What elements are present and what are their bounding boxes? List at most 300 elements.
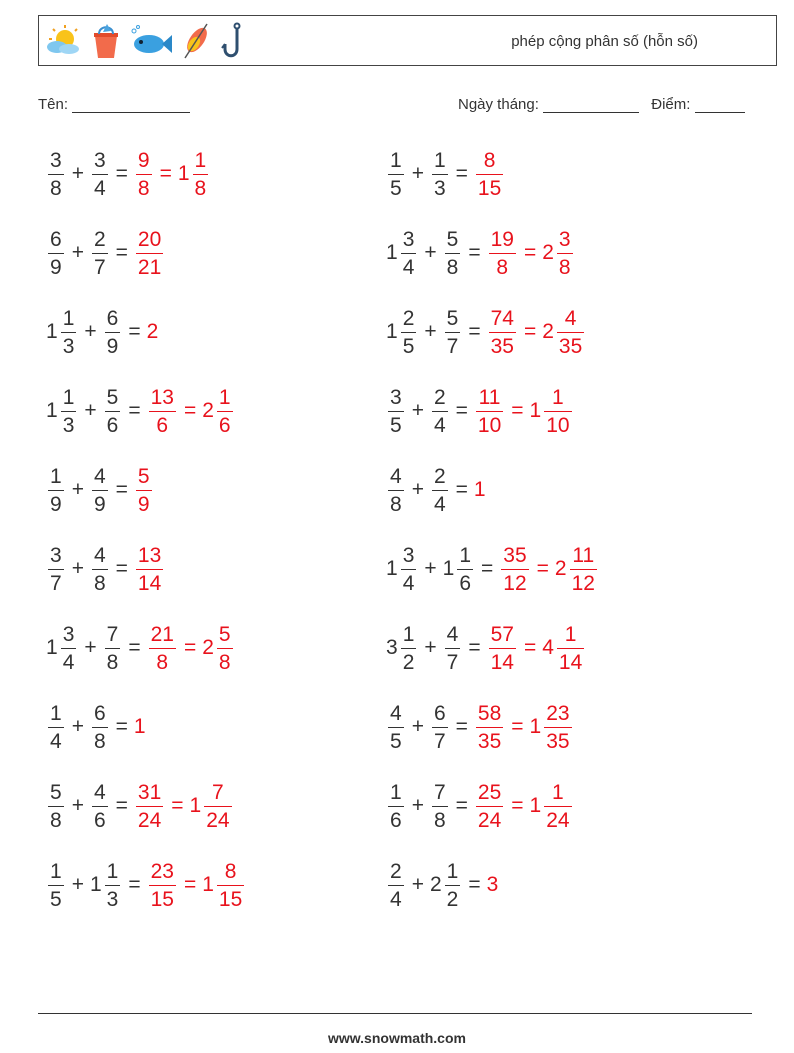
- plus-sign: +: [84, 320, 97, 343]
- worksheet-title: phép cộng phân số (hỗn số): [511, 33, 698, 50]
- equals-sign: =: [455, 162, 468, 185]
- denominator: 8: [557, 253, 573, 278]
- answer: [474, 150, 505, 199]
- denominator: 35: [476, 727, 503, 752]
- numerator: 35: [503, 543, 527, 567]
- fraction: [48, 703, 64, 752]
- denominator: 8: [193, 174, 209, 199]
- numerator: 4: [564, 306, 577, 330]
- equals-sign: =: [468, 320, 481, 343]
- numerator: 1: [402, 622, 415, 646]
- equals-sign: =: [511, 399, 524, 422]
- numerator: 13: [137, 543, 162, 567]
- problem-right-7: [386, 613, 586, 683]
- equals-sign: =: [115, 715, 128, 738]
- score-label: Điểm:: [651, 96, 691, 113]
- numerator: 9: [137, 148, 150, 172]
- fraction: [388, 466, 404, 515]
- answer-integer: 3: [486, 873, 499, 896]
- fraction: [570, 545, 597, 594]
- equals-sign: =: [115, 557, 128, 580]
- denominator: 9: [105, 332, 121, 357]
- plus-sign: +: [71, 162, 84, 185]
- answer-integer: 1: [473, 478, 486, 501]
- fraction: [432, 387, 448, 436]
- denominator: 4: [432, 411, 448, 436]
- denominator: 8: [92, 727, 108, 752]
- numerator: 4: [390, 701, 402, 725]
- numerator: 1: [218, 385, 231, 409]
- problem-right-8: [386, 692, 574, 762]
- numerator: 5: [137, 464, 150, 488]
- denominator: 8: [149, 648, 176, 673]
- denominator: 12: [501, 569, 528, 594]
- denominator: 6: [105, 411, 121, 436]
- denominator: 12: [570, 569, 597, 594]
- equals-sign: =: [455, 399, 468, 422]
- denominator: 15: [217, 885, 244, 910]
- denominator: 10: [544, 411, 571, 436]
- whole-number: 2: [542, 320, 554, 343]
- plus-sign: +: [424, 557, 437, 580]
- denominator: 3: [105, 885, 121, 910]
- numerator: 2: [433, 464, 446, 488]
- fraction: [501, 545, 528, 594]
- problem-right-3: [386, 297, 586, 367]
- plus-sign: +: [411, 715, 424, 738]
- answer: [134, 782, 234, 831]
- numerator: 1: [433, 148, 446, 172]
- fraction: [476, 782, 503, 831]
- equals-sign: =: [159, 162, 172, 185]
- answer: [474, 703, 574, 752]
- numerator: 5: [106, 385, 119, 409]
- numerator: 6: [93, 701, 106, 725]
- date-label: Ngày tháng:: [458, 96, 539, 113]
- plus-sign: +: [424, 636, 437, 659]
- plus-sign: +: [424, 320, 437, 343]
- denominator: 4: [61, 648, 77, 673]
- numerator: 3: [402, 543, 415, 567]
- equals-sign: =: [128, 320, 141, 343]
- denominator: 5: [388, 727, 404, 752]
- numerator: 1: [390, 148, 402, 172]
- numerator: 1: [50, 464, 62, 488]
- denominator: 24: [136, 806, 163, 831]
- denominator: 4: [401, 253, 417, 278]
- whole-number: 1: [442, 557, 455, 580]
- denominator: 9: [92, 490, 108, 515]
- fraction: [544, 387, 571, 436]
- problem-right-2: [386, 218, 575, 288]
- problem-right-9: [386, 771, 574, 841]
- answer: [134, 545, 165, 594]
- numerator: 3: [390, 385, 402, 409]
- fraction: [92, 545, 108, 594]
- whole-number: 1: [386, 241, 398, 264]
- numerator: 2: [93, 227, 106, 251]
- numerator: 4: [93, 780, 106, 804]
- fraction: [48, 861, 64, 910]
- answer-integer: 2: [146, 320, 159, 343]
- equals-sign: =: [128, 399, 141, 422]
- denominator: 6: [388, 806, 404, 831]
- answer: [134, 229, 165, 278]
- fraction: [136, 229, 163, 278]
- numerator: 19: [490, 227, 514, 251]
- plus-sign: +: [71, 873, 84, 896]
- denominator: 4: [388, 885, 404, 910]
- equals-sign: =: [183, 873, 197, 896]
- denominator: 21: [136, 253, 163, 278]
- fraction: [489, 308, 516, 357]
- fraction: [193, 150, 209, 199]
- fraction: [445, 624, 461, 673]
- denominator: 3: [61, 411, 77, 436]
- fraction: [136, 150, 152, 199]
- fraction: [388, 387, 404, 436]
- whole-number: 1: [529, 794, 542, 817]
- numerator: 2: [390, 859, 402, 883]
- fraction: [445, 308, 461, 357]
- numerator: 3: [50, 543, 62, 567]
- fraction: [48, 782, 64, 831]
- problem-left-1: [46, 139, 210, 209]
- equals-sign: =: [455, 794, 468, 817]
- denominator: 8: [105, 648, 121, 673]
- equals-sign: =: [468, 636, 481, 659]
- fraction: [92, 782, 108, 831]
- footer-url: www.snowmath.com: [328, 1030, 466, 1046]
- whole-number: 1: [177, 162, 190, 185]
- plus-sign: +: [71, 794, 84, 817]
- denominator: 2: [445, 885, 461, 910]
- numerator: 20: [137, 227, 162, 251]
- numerator: 1: [390, 780, 402, 804]
- numerator: 1: [459, 543, 472, 567]
- fraction: [48, 150, 64, 199]
- denominator: 14: [557, 648, 584, 673]
- denominator: 24: [204, 806, 231, 831]
- fraction: [92, 466, 108, 515]
- fraction: [401, 229, 417, 278]
- answer: [474, 387, 574, 436]
- denominator: 5: [401, 332, 417, 357]
- numerator: 8: [483, 148, 496, 172]
- denominator: 2: [401, 648, 417, 673]
- denominator: 15: [149, 885, 176, 910]
- denominator: 7: [445, 648, 461, 673]
- denominator: 14: [489, 648, 516, 673]
- fraction: [136, 545, 163, 594]
- problem-left-10: [46, 850, 246, 920]
- fraction: [388, 703, 404, 752]
- problem-left-9: [46, 771, 234, 841]
- plus-sign: +: [71, 715, 84, 738]
- fraction: [136, 466, 152, 515]
- numerator: 3: [402, 227, 415, 251]
- footer-divider: [38, 1013, 752, 1014]
- numerator: 11: [572, 543, 595, 567]
- fraction: [557, 308, 584, 357]
- denominator: 8: [217, 648, 233, 673]
- fraction: [401, 624, 417, 673]
- whole-number: 2: [554, 557, 567, 580]
- equals-sign: =: [468, 241, 481, 264]
- denominator: 7: [445, 332, 461, 357]
- denominator: 4: [48, 727, 64, 752]
- fraction: [388, 150, 404, 199]
- fraction: [217, 624, 233, 673]
- fraction: [61, 308, 77, 357]
- fraction: [476, 387, 503, 436]
- whole-number: 2: [429, 873, 442, 896]
- denominator: 4: [432, 490, 448, 515]
- plus-sign: +: [84, 636, 97, 659]
- answer: [487, 873, 499, 897]
- problem-left-8: [46, 692, 146, 762]
- numerator: 4: [390, 464, 402, 488]
- denominator: 8: [432, 806, 448, 831]
- numerator: 1: [552, 780, 564, 804]
- fraction: [489, 229, 516, 278]
- equals-sign: =: [511, 715, 524, 738]
- denominator: 35: [557, 332, 584, 357]
- fraction: [432, 150, 448, 199]
- numerator: 1: [50, 701, 62, 725]
- name-label: Tên:: [38, 96, 69, 113]
- problem-left-5: [46, 455, 154, 525]
- answer: [499, 545, 599, 594]
- denominator: 4: [401, 569, 417, 594]
- numerator: 4: [93, 543, 106, 567]
- problem-right-4: [386, 376, 574, 446]
- numerator: 3: [558, 227, 571, 251]
- denominator: 14: [136, 569, 163, 594]
- problem-right-10: [386, 850, 498, 920]
- numerator: 21: [150, 622, 174, 646]
- problem-right-5: [386, 455, 486, 525]
- equals-sign: =: [115, 794, 128, 817]
- answer: [487, 229, 575, 278]
- whole-number: 1: [89, 873, 102, 896]
- plus-sign: +: [84, 399, 97, 422]
- numerator: 4: [93, 464, 106, 488]
- denominator: 9: [48, 490, 64, 515]
- fraction: [136, 782, 163, 831]
- fraction: [544, 703, 571, 752]
- denominator: 7: [92, 253, 108, 278]
- fraction: [61, 387, 77, 436]
- fraction: [217, 387, 233, 436]
- numerator: 11: [478, 385, 501, 409]
- answer: [134, 150, 210, 199]
- fraction: [92, 229, 108, 278]
- fraction: [149, 624, 176, 673]
- plus-sign: +: [411, 399, 424, 422]
- answer: [147, 387, 235, 436]
- whole-number: 1: [386, 557, 398, 580]
- numerator: 2: [433, 385, 446, 409]
- answer: [134, 466, 154, 515]
- denominator: 4: [92, 174, 108, 199]
- denominator: 6: [92, 806, 108, 831]
- numerator: 23: [546, 701, 570, 725]
- denominator: 15: [476, 174, 503, 199]
- denominator: 24: [476, 806, 503, 831]
- numerator: 1: [62, 306, 75, 330]
- numerator: 1: [564, 622, 577, 646]
- fraction: [217, 861, 244, 910]
- equals-sign: =: [183, 636, 197, 659]
- problem-left-7: [46, 613, 235, 683]
- fraction: [105, 861, 121, 910]
- denominator: 8: [445, 253, 461, 278]
- fraction: [544, 782, 571, 831]
- answer-integer: 1: [133, 715, 146, 738]
- numerator: 7: [212, 780, 224, 804]
- numerator: 25: [477, 780, 502, 804]
- equals-sign: =: [171, 794, 184, 817]
- answer: [147, 320, 159, 344]
- denominator: 5: [388, 174, 404, 199]
- fraction: [445, 229, 461, 278]
- numerator: 5: [446, 306, 459, 330]
- whole-number: 2: [202, 636, 214, 659]
- denominator: 8: [48, 806, 64, 831]
- numerator: 5: [50, 780, 62, 804]
- whole-number: 2: [202, 399, 214, 422]
- fraction: [457, 545, 473, 594]
- equals-sign: =: [115, 162, 128, 185]
- numerator: 23: [150, 859, 174, 883]
- fraction: [432, 782, 448, 831]
- denominator: 5: [48, 885, 64, 910]
- denominator: 8: [48, 174, 64, 199]
- equals-sign: =: [511, 794, 524, 817]
- denominator: 10: [476, 411, 503, 436]
- fraction: [401, 545, 417, 594]
- denominator: 5: [388, 411, 404, 436]
- fraction: [388, 782, 404, 831]
- fraction: [401, 308, 417, 357]
- numerator: 2: [402, 306, 415, 330]
- denominator: 7: [432, 727, 448, 752]
- equals-sign: =: [128, 873, 141, 896]
- plus-sign: +: [411, 478, 424, 501]
- numerator: 7: [433, 780, 446, 804]
- equals-sign: =: [481, 557, 494, 580]
- answer: [474, 782, 574, 831]
- plus-sign: +: [71, 241, 84, 264]
- numerator: 3: [93, 148, 106, 172]
- plus-sign: +: [71, 478, 84, 501]
- numerator: 3: [62, 622, 75, 646]
- fraction: [149, 387, 176, 436]
- whole-number: 3: [386, 636, 398, 659]
- equals-sign: =: [523, 241, 537, 264]
- equals-sign: =: [455, 478, 468, 501]
- problem-left-3: [46, 297, 158, 367]
- denominator: 35: [489, 332, 516, 357]
- numerator: 1: [106, 859, 119, 883]
- whole-number: 1: [529, 715, 542, 738]
- problem-left-6: [46, 534, 165, 604]
- denominator: 24: [544, 806, 571, 831]
- numerator: 1: [446, 859, 459, 883]
- numerator: 74: [490, 306, 514, 330]
- fraction: [92, 150, 108, 199]
- fraction: [149, 861, 176, 910]
- numerator: 6: [50, 227, 62, 251]
- answer: [134, 715, 146, 739]
- whole-number: 1: [529, 399, 542, 422]
- fraction: [92, 703, 108, 752]
- numerator: 5: [446, 227, 459, 251]
- denominator: 8: [388, 490, 404, 515]
- numerator: 5: [218, 622, 231, 646]
- denominator: 9: [48, 253, 64, 278]
- answer: [487, 308, 587, 357]
- problem-left-4: [46, 376, 235, 446]
- fraction: [557, 624, 584, 673]
- numerator: 13: [150, 385, 174, 409]
- plus-sign: +: [71, 557, 84, 580]
- answer: [147, 624, 235, 673]
- denominator: 35: [544, 727, 571, 752]
- problem-left-2: [46, 218, 165, 288]
- fraction: [48, 545, 64, 594]
- denominator: 8: [136, 174, 152, 199]
- fraction: [48, 229, 64, 278]
- numerator: 1: [552, 385, 564, 409]
- denominator: 6: [149, 411, 176, 436]
- denominator: 3: [432, 174, 448, 199]
- whole-number: 4: [542, 636, 554, 659]
- fraction: [388, 861, 404, 910]
- fraction: [489, 624, 516, 673]
- denominator: 7: [48, 569, 64, 594]
- equals-sign: =: [523, 636, 537, 659]
- numerator: 1: [62, 385, 75, 409]
- fraction: [61, 624, 77, 673]
- numerator: 7: [106, 622, 119, 646]
- fraction: [432, 703, 448, 752]
- whole-number: 2: [542, 241, 554, 264]
- equals-sign: =: [128, 636, 141, 659]
- fraction: [105, 387, 121, 436]
- fraction: [204, 782, 231, 831]
- denominator: 8: [489, 253, 516, 278]
- whole-number: 1: [386, 320, 398, 343]
- fraction: [445, 861, 461, 910]
- answer: [147, 861, 247, 910]
- numerator: 31: [137, 780, 162, 804]
- problem-right-1: [386, 139, 505, 209]
- plus-sign: +: [411, 794, 424, 817]
- equals-sign: =: [468, 873, 481, 896]
- plus-sign: +: [424, 241, 437, 264]
- numerator: 3: [50, 148, 62, 172]
- answer: [474, 478, 486, 502]
- denominator: 6: [217, 411, 233, 436]
- whole-number: 1: [46, 636, 58, 659]
- numerator: 1: [50, 859, 62, 883]
- equals-sign: =: [536, 557, 549, 580]
- fraction: [48, 466, 64, 515]
- numerator: 6: [106, 306, 119, 330]
- numerator: 57: [490, 622, 514, 646]
